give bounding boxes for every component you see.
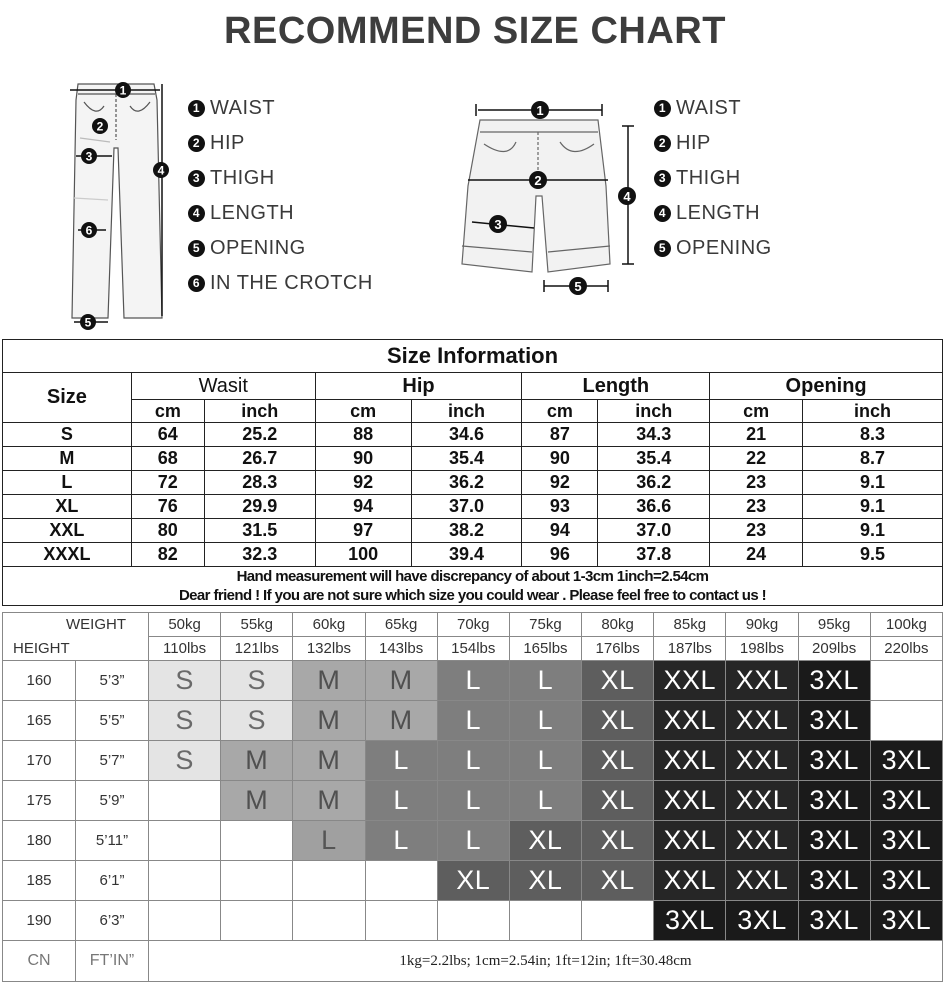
- empty-size-cell: [149, 901, 221, 941]
- measurement-cell: 32.3: [204, 543, 315, 567]
- recommended-size-cell: XXL: [726, 661, 798, 701]
- measurement-cell: 39.4: [411, 543, 522, 567]
- recommended-size-cell: XL: [582, 861, 654, 901]
- recommended-size-cell: 3XL: [798, 661, 870, 701]
- measurement-note: [3, 567, 943, 606]
- recommended-size-cell: M: [293, 781, 365, 821]
- measurement-cell: 36.2: [411, 471, 522, 495]
- pants-legend: [188, 91, 373, 301]
- measurement-cell: 90: [315, 447, 411, 471]
- empty-size-cell: [870, 661, 942, 701]
- empty-size-cell: [293, 861, 365, 901]
- pants-diagram: [60, 78, 175, 336]
- legend-item: 6 IN THE CROTCH: [188, 266, 373, 301]
- measurement-cell: 34.3: [598, 423, 710, 447]
- height-row: [3, 701, 943, 741]
- recommended-size-cell: M: [293, 741, 365, 781]
- height-cm-cell: 165: [3, 701, 76, 741]
- recommended-size-cell: L: [365, 781, 437, 821]
- recommended-size-cell: 3XL: [798, 861, 870, 901]
- svg-text:3: 3: [85, 149, 93, 164]
- size-table-title: Size Information: [3, 340, 943, 373]
- kg-cell: 70kg: [437, 613, 509, 637]
- recommended-size-cell: L: [509, 741, 581, 781]
- measurement-cell: 94: [522, 519, 598, 543]
- measurement-cell: 25.2: [204, 423, 315, 447]
- size-label-cell: XXXL: [3, 543, 132, 567]
- legend-item: 2 HIP: [188, 126, 373, 161]
- recommended-size-cell: 3XL: [870, 821, 942, 861]
- unit-header: inch: [598, 400, 710, 423]
- lbs-cell: 198lbs: [726, 637, 798, 661]
- height-cm-cell: 160: [3, 661, 76, 701]
- unit-header: cm: [315, 400, 411, 423]
- height-cm-cell: 180: [3, 821, 76, 861]
- size-row: [3, 543, 943, 567]
- measurement-cell: 68: [131, 447, 204, 471]
- empty-size-cell: [509, 901, 581, 941]
- recommended-size-cell: XL: [582, 741, 654, 781]
- recommended-size-cell: L: [437, 701, 509, 741]
- recommended-size-cell: 3XL: [870, 741, 942, 781]
- recommended-size-cell: S: [149, 661, 221, 701]
- measurement-cell: 9.1: [803, 471, 943, 495]
- recommended-size-cell: XXL: [654, 861, 726, 901]
- height-ftin-cell: 5’3”: [76, 661, 149, 701]
- footer-ftin: FT’IN”: [76, 941, 149, 982]
- measurement-cell: 87: [522, 423, 598, 447]
- size-column-header: Size: [3, 373, 132, 423]
- height-row: [3, 781, 943, 821]
- measurement-cell: 29.9: [204, 495, 315, 519]
- recommended-size-cell: XXL: [654, 781, 726, 821]
- svg-text:4: 4: [623, 189, 631, 204]
- measurement-cell: 96: [522, 543, 598, 567]
- recommended-size-cell: M: [293, 701, 365, 741]
- height-cm-cell: 175: [3, 781, 76, 821]
- footer-cn: CN: [3, 941, 76, 982]
- measurement-cell: 94: [315, 495, 411, 519]
- size-label-cell: L: [3, 471, 132, 495]
- empty-size-cell: [221, 901, 293, 941]
- legend-item: 5 OPENING: [654, 231, 772, 266]
- measurement-cell: 37.0: [598, 519, 710, 543]
- kg-cell: 90kg: [726, 613, 798, 637]
- size-row: [3, 471, 943, 495]
- measurement-cell: 37.8: [598, 543, 710, 567]
- height-ftin-cell: 6’1”: [76, 861, 149, 901]
- empty-size-cell: [582, 901, 654, 941]
- height-cm-cell: 190: [3, 901, 76, 941]
- recommended-size-cell: XL: [582, 661, 654, 701]
- unit-header: cm: [131, 400, 204, 423]
- lbs-cell: 121lbs: [221, 637, 293, 661]
- legend-item: 2 HIP: [654, 126, 772, 161]
- height-cm-cell: 170: [3, 741, 76, 781]
- lbs-cell: 132lbs: [293, 637, 365, 661]
- svg-text:2: 2: [534, 173, 542, 188]
- empty-size-cell: [221, 861, 293, 901]
- legend-item: 1 WAIST: [188, 91, 373, 126]
- kg-cell: 55kg: [221, 613, 293, 637]
- lbs-cell: 176lbs: [582, 637, 654, 661]
- recommended-size-cell: M: [221, 741, 293, 781]
- group-header-opening: Opening: [710, 373, 943, 400]
- height-ftin-cell: 6’3”: [76, 901, 149, 941]
- measurement-cell: 93: [522, 495, 598, 519]
- height-row: [3, 821, 943, 861]
- height-ftin-cell: 5’5”: [76, 701, 149, 741]
- height-label: HEIGHT: [3, 637, 149, 661]
- recommended-size-cell: XXL: [726, 781, 798, 821]
- lbs-cell: 143lbs: [365, 637, 437, 661]
- height-row: [3, 741, 943, 781]
- recommended-size-cell: 3XL: [798, 821, 870, 861]
- recommended-size-cell: L: [437, 741, 509, 781]
- empty-size-cell: [149, 781, 221, 821]
- recommended-size-cell: XXL: [654, 701, 726, 741]
- recommended-size-cell: 3XL: [726, 901, 798, 941]
- measurement-cell: 88: [315, 423, 411, 447]
- legend-item: 4 LENGTH: [188, 196, 373, 231]
- lbs-cell: 165lbs: [509, 637, 581, 661]
- measurement-cell: 22: [710, 447, 803, 471]
- size-information-table: [2, 339, 943, 606]
- recommended-size-cell: L: [437, 661, 509, 701]
- measurement-cell: 72: [131, 471, 204, 495]
- recommended-size-cell: 3XL: [654, 901, 726, 941]
- measurement-cell: 28.3: [204, 471, 315, 495]
- measurement-cell: 21: [710, 423, 803, 447]
- svg-text:5: 5: [574, 279, 582, 294]
- recommended-size-cell: XL: [582, 781, 654, 821]
- kg-cell: 60kg: [293, 613, 365, 637]
- lbs-cell: 110lbs: [149, 637, 221, 661]
- recommended-size-cell: XXL: [654, 661, 726, 701]
- recommended-size-cell: 3XL: [798, 781, 870, 821]
- height-row: [3, 901, 943, 941]
- recommended-size-cell: XL: [582, 701, 654, 741]
- recommended-size-cell: L: [293, 821, 365, 861]
- measurement-cell: 24: [710, 543, 803, 567]
- measurement-cell: 92: [315, 471, 411, 495]
- svg-text:3: 3: [494, 217, 502, 232]
- lbs-cell: 220lbs: [870, 637, 942, 661]
- height-ftin-cell: 5’7”: [76, 741, 149, 781]
- empty-size-cell: [870, 701, 942, 741]
- unit-header: inch: [204, 400, 315, 423]
- unit-header: cm: [710, 400, 803, 423]
- size-row: [3, 519, 943, 543]
- recommended-size-cell: XXL: [726, 821, 798, 861]
- recommended-size-cell: M: [365, 661, 437, 701]
- recommended-size-cell: S: [149, 741, 221, 781]
- page-title: RECOMMEND SIZE CHART: [224, 10, 726, 52]
- size-row: [3, 423, 943, 447]
- empty-size-cell: [149, 821, 221, 861]
- empty-size-cell: [365, 901, 437, 941]
- measurement-cell: 23: [710, 495, 803, 519]
- recommended-size-cell: XXL: [654, 821, 726, 861]
- recommended-size-cell: M: [365, 701, 437, 741]
- measurement-cell: 9.1: [803, 519, 943, 543]
- unit-header: cm: [522, 400, 598, 423]
- recommended-size-cell: S: [149, 701, 221, 741]
- recommended-size-cell: XL: [437, 861, 509, 901]
- recommended-size-cell: XXL: [726, 741, 798, 781]
- measurement-cell: 82: [131, 543, 204, 567]
- svg-text:1: 1: [536, 103, 544, 118]
- weight-label: WEIGHT: [3, 613, 149, 637]
- recommended-size-cell: S: [221, 661, 293, 701]
- measurement-cell: 9.1: [803, 495, 943, 519]
- unit-header: inch: [411, 400, 522, 423]
- recommended-size-cell: XXL: [726, 701, 798, 741]
- group-header-length: Length: [522, 373, 710, 400]
- measurement-cell: 23: [710, 471, 803, 495]
- note-contact: Dear friend ! If you are not sure which size you could wear . Please feel free to contact us !: [178, 587, 767, 604]
- size-label-cell: S: [3, 423, 132, 447]
- legend-item: 5 OPENING: [188, 231, 373, 266]
- recommended-size-cell: XL: [509, 861, 581, 901]
- kg-cell: 80kg: [582, 613, 654, 637]
- recommended-size-cell: 3XL: [870, 901, 942, 941]
- empty-size-cell: [293, 901, 365, 941]
- svg-text:6: 6: [85, 223, 93, 238]
- recommended-size-cell: L: [365, 741, 437, 781]
- kg-cell: 50kg: [149, 613, 221, 637]
- recommended-size-cell: 3XL: [798, 701, 870, 741]
- svg-text:5: 5: [84, 315, 92, 330]
- kg-cell: 100kg: [870, 613, 942, 637]
- measurement-cell: 26.7: [204, 447, 315, 471]
- size-row: [3, 447, 943, 471]
- measurement-cell: 8.3: [803, 423, 943, 447]
- unit-header: inch: [803, 400, 943, 423]
- kg-cell: 65kg: [365, 613, 437, 637]
- legend-item: 3 THIGH: [654, 161, 772, 196]
- empty-size-cell: [221, 821, 293, 861]
- recommended-size-cell: 3XL: [870, 861, 942, 901]
- kg-cell: 85kg: [654, 613, 726, 637]
- measurement-cell: 31.5: [204, 519, 315, 543]
- measurement-cell: 80: [131, 519, 204, 543]
- legend-item: 1 WAIST: [654, 91, 772, 126]
- size-label-cell: XL: [3, 495, 132, 519]
- recommended-size-cell: XXL: [654, 741, 726, 781]
- size-label-cell: XXL: [3, 519, 132, 543]
- empty-size-cell: [437, 901, 509, 941]
- recommended-size-cell: L: [365, 821, 437, 861]
- measurement-cell: 38.2: [411, 519, 522, 543]
- shorts-legend: [654, 91, 772, 266]
- svg-text:2: 2: [96, 119, 104, 134]
- shorts-diagram: [448, 96, 638, 302]
- measurement-cell: 36.6: [598, 495, 710, 519]
- measurement-cell: 37.0: [411, 495, 522, 519]
- recommended-size-cell: L: [437, 781, 509, 821]
- measurement-cell: 8.7: [803, 447, 943, 471]
- height-ftin-cell: 5’11”: [76, 821, 149, 861]
- note-discrepancy: Hand measurement will have discrepancy of about 1-3cm 1inch=2.54cm: [236, 568, 709, 585]
- legend-item: 4 LENGTH: [654, 196, 772, 231]
- recommended-size-cell: L: [509, 661, 581, 701]
- height-row: [3, 861, 943, 901]
- empty-size-cell: [149, 861, 221, 901]
- measurement-cell: 92: [522, 471, 598, 495]
- size-row: [3, 495, 943, 519]
- measurement-cell: 97: [315, 519, 411, 543]
- height-cm-cell: 185: [3, 861, 76, 901]
- recommended-size-cell: XL: [582, 821, 654, 861]
- measurement-cell: 100: [315, 543, 411, 567]
- weight-height-table: [2, 612, 943, 982]
- recommended-size-cell: M: [293, 661, 365, 701]
- measurement-cell: 34.6: [411, 423, 522, 447]
- size-label-cell: M: [3, 447, 132, 471]
- measurement-cell: 9.5: [803, 543, 943, 567]
- svg-text:4: 4: [157, 163, 165, 178]
- measurement-cell: 64: [131, 423, 204, 447]
- measurement-cell: 90: [522, 447, 598, 471]
- svg-text:1: 1: [119, 83, 127, 98]
- height-row: [3, 661, 943, 701]
- height-ftin-cell: 5’9”: [76, 781, 149, 821]
- measurement-cell: 35.4: [598, 447, 710, 471]
- recommended-size-cell: M: [221, 781, 293, 821]
- kg-cell: 95kg: [798, 613, 870, 637]
- recommended-size-cell: 3XL: [798, 741, 870, 781]
- recommended-size-cell: L: [437, 821, 509, 861]
- group-header-waist: Wasit: [131, 373, 315, 400]
- recommended-size-cell: L: [509, 701, 581, 741]
- empty-size-cell: [365, 861, 437, 901]
- recommended-size-cell: XXL: [726, 861, 798, 901]
- measurement-cell: 76: [131, 495, 204, 519]
- group-header-hip: Hip: [315, 373, 522, 400]
- unit-conversion: 1kg=2.2lbs; 1cm=2.54in; 1ft=12in; 1ft=30.48cm: [149, 941, 943, 982]
- lbs-cell: 209lbs: [798, 637, 870, 661]
- lbs-cell: 187lbs: [654, 637, 726, 661]
- recommended-size-cell: 3XL: [798, 901, 870, 941]
- recommended-size-cell: 3XL: [870, 781, 942, 821]
- measurement-cell: 23: [710, 519, 803, 543]
- kg-cell: 75kg: [509, 613, 581, 637]
- measurement-cell: 36.2: [598, 471, 710, 495]
- recommended-size-cell: L: [509, 781, 581, 821]
- legend-item: 3 THIGH: [188, 161, 373, 196]
- recommended-size-cell: XL: [509, 821, 581, 861]
- lbs-cell: 154lbs: [437, 637, 509, 661]
- measurement-cell: 35.4: [411, 447, 522, 471]
- recommended-size-cell: S: [221, 701, 293, 741]
